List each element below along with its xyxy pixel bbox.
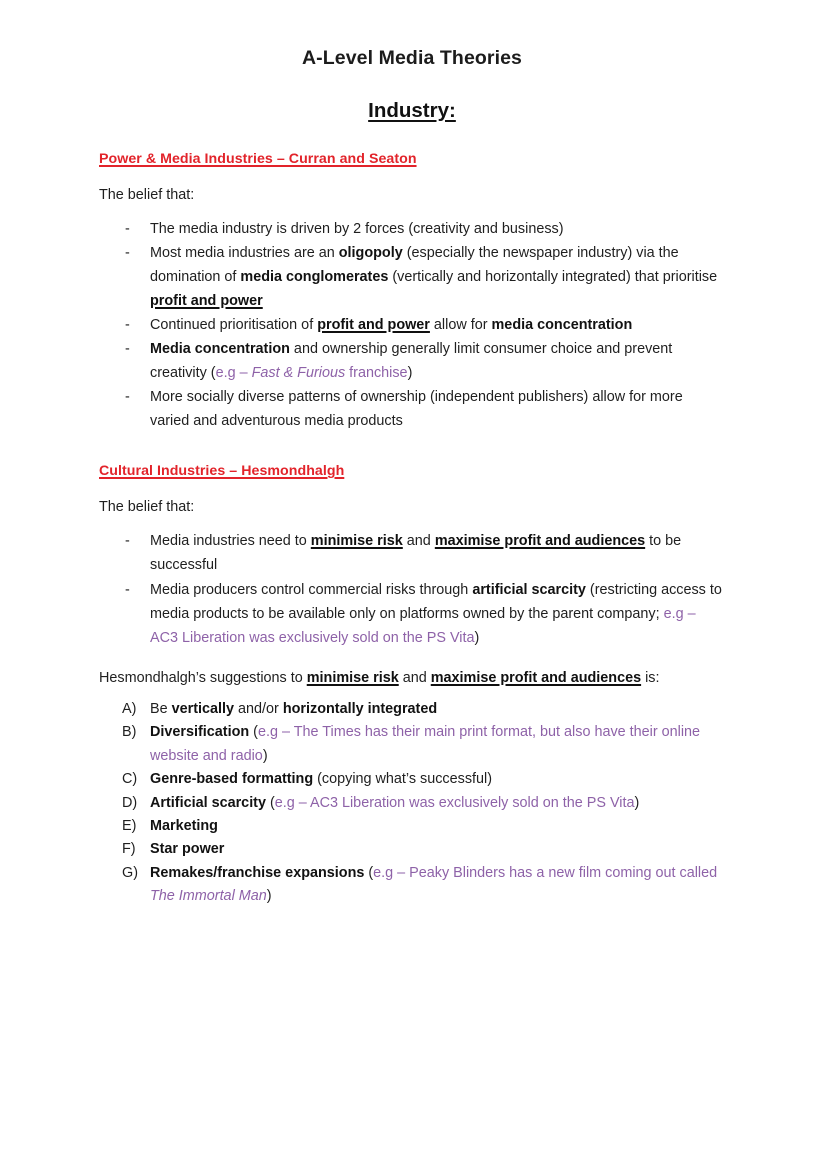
text-run: Be [150,700,172,717]
key-term: profit and power [150,293,263,310]
bullet-list-hesmondhalgh [99,515,725,649]
list-marker: C) [122,771,138,788]
text-run: ( [249,724,258,741]
text-run: is: [641,669,660,686]
text-run: ) [634,794,640,811]
list-marker: B) [122,724,137,741]
text-run: ( [364,864,374,881]
list-item [99,815,725,838]
text-run: (vertically and horizontally integrated) that prioritise [388,269,718,286]
bold-phrase: vertically [171,700,235,717]
example-title-italic: The Immortal Man [150,888,267,905]
text-run: Media producers control commercial risks through [150,581,473,598]
list-item [99,385,725,433]
list-item [99,698,725,721]
list-marker: G) [122,864,138,881]
suggestions-list [99,686,725,909]
bold-phrase: horizontally integrated [282,700,438,717]
example-text: franchise [345,365,408,382]
example-text: e.g – [215,365,252,382]
theory-heading-curran-seaton: Power & Media Industries – Curran and Seaton [99,151,417,167]
bold-phrase: Remakes/franchise expansions [150,864,365,881]
page-title: A-Level Media Theories [301,47,522,69]
bold-phrase: oligopoly [338,245,403,262]
list-item [99,241,725,313]
text-run: and [398,669,431,686]
bold-phrase: Star power [150,841,225,858]
text-run: (especially the newspaper industry) via the domination of [150,245,679,286]
list-item [99,337,725,385]
list-item [99,721,725,768]
list-item [99,838,725,861]
text-run: Media industries need to [150,533,311,550]
text-run: The media industry is driven by 2 forces (creativity and business) [150,221,564,237]
list-marker: D) [122,794,138,811]
bold-phrase: Media concentration [150,341,290,358]
example-title-italic: Fast & Furious [251,365,346,382]
text-run: and ownership generally limit consumer choice and prevent creativity ( [150,341,673,382]
text-run: Hesmondhalgh’s suggestions to [99,669,307,686]
key-term: minimise risk [310,533,403,550]
belief-intro-curran: The belief that: [99,187,195,203]
bold-phrase: Marketing [150,818,218,834]
bold-phrase: artificial scarcity [472,581,586,598]
list-item [99,578,725,650]
list-marker: E) [122,818,137,834]
example-text: e.g – The Times has their main print format, but also have their online website and radio [150,724,701,764]
example-text: e.g – AC3 Liberation was exclusively sold on the PS Vita [274,794,635,811]
list-item [99,313,725,337]
text-run: Most media industries are an [150,245,339,262]
bold-phrase: Diversification [150,724,250,741]
key-term: maximise profit and audiences [430,669,642,686]
bold-phrase: Artificial scarcity [150,794,266,811]
bold-phrase: Genre-based formatting [150,771,314,788]
text-run: (restricting access to media products to be available only on platforms owned by the parent company; [150,581,722,622]
section-heading-industry: Industry: [368,99,456,122]
suggestions-lead-in [99,650,725,686]
key-term: minimise risk [306,669,399,686]
list-item [99,529,725,577]
example-text: e.g – AC3 Liberation was exclusively sold on the PS Vita [150,605,696,646]
text-run: ) [407,365,413,382]
text-run: (copying what’s successful) [313,771,493,788]
belief-intro-hesmondhalgh: The belief that: [99,499,195,516]
text-run: to be successful [150,533,682,574]
list-item [99,862,725,909]
list-item [99,217,725,241]
text-run: Continued prioritisation of [150,317,318,334]
text-run: More socially diverse patterns of ownership (independent publishers) allow for more varied and adventurous media products [150,389,683,430]
text-run: and [402,533,435,550]
text-run: allow for [429,317,492,334]
example-text: e.g – Peaky Blinders has a new film coming out called [373,864,718,881]
key-term: profit and power [317,317,430,334]
document-content [99,0,725,909]
list-marker: F) [122,841,136,858]
list-item [99,792,725,815]
text-run: and/or [234,700,283,717]
theory-heading-hesmondhalgh: Cultural Industries – Hesmondhalgh [99,463,345,480]
text-run: ) [474,629,480,646]
key-term: maximise profit and audiences [434,533,646,550]
bullet-list-curran [99,203,725,433]
text-run: ) [262,747,268,764]
list-marker: A) [122,700,137,717]
text-run: ) [266,888,272,905]
bold-phrase: media conglomerates [240,269,389,286]
list-item [99,768,725,791]
bold-phrase: media concentration [491,317,633,334]
text-run: ( [265,794,275,811]
